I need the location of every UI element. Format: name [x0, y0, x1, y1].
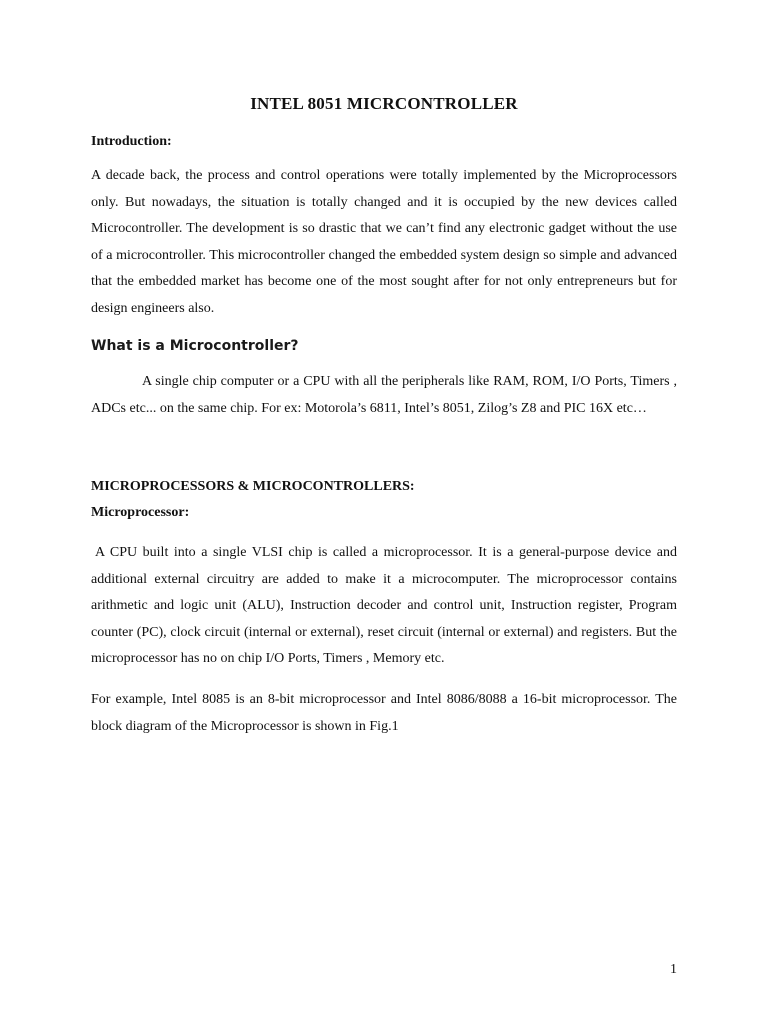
introduction-paragraph: A decade back, the process and control operations were totally implemented by the Microprocessors only. But nowadays, the situation is totally changed and it is occupied by the new devices called Microcontroller. The development is so drastic that we can’t find any electronic gadget without the use of a microcontroller. This microcontroller changed the embedded system design so simple and advanced that the embedded market has become one of the most sought after for not only entrepreneurs but for design engineers also. — [91, 168, 677, 316]
introduction-heading: Introduction: — [91, 134, 172, 149]
microprocessor-paragraph: A CPU built into a single VLSI chip is called a microprocessor. It is a general-purpose device and additional external circuitry are added to make it a microcomputer. The microprocessor contains arithmetic and logic unit (ALU), Instruction decoder and control unit, Instruction register, Program counter (PC), clock circuit (internal or external), reset circuit (internal or external) and registers. But the microprocessor has no on chip I/O Ports, Timers , Memory etc. — [91, 545, 677, 667]
microprocessors-microcontrollers-heading: MICROPROCESSORS & MICROCONTROLLERS: — [91, 479, 415, 494]
what-is-microcontroller-heading: What is a Microcontroller? — [91, 338, 299, 354]
microprocessor-subheading: Microprocessor: — [91, 505, 190, 520]
page-number: 1 — [670, 962, 677, 977]
microprocessor-example-paragraph: For example, Intel 8085 is an 8-bit microprocessor and Intel 8086/8088 a 16-bit microprocessor. The block diagram of the Microprocessor is shown in Fig.1 — [91, 692, 677, 734]
document-title: INTEL 8051 MICRCONTROLLER — [250, 94, 518, 113]
what-is-microcontroller-paragraph: A single chip computer or a CPU with all the peripherals like RAM, ROM, I/O Ports, Timers , ADCs etc... on the same chip. For ex: Motorola’s 6811, Intel’s 8051, Zilog’s Z8 and PIC 16X etc… — [91, 374, 677, 416]
